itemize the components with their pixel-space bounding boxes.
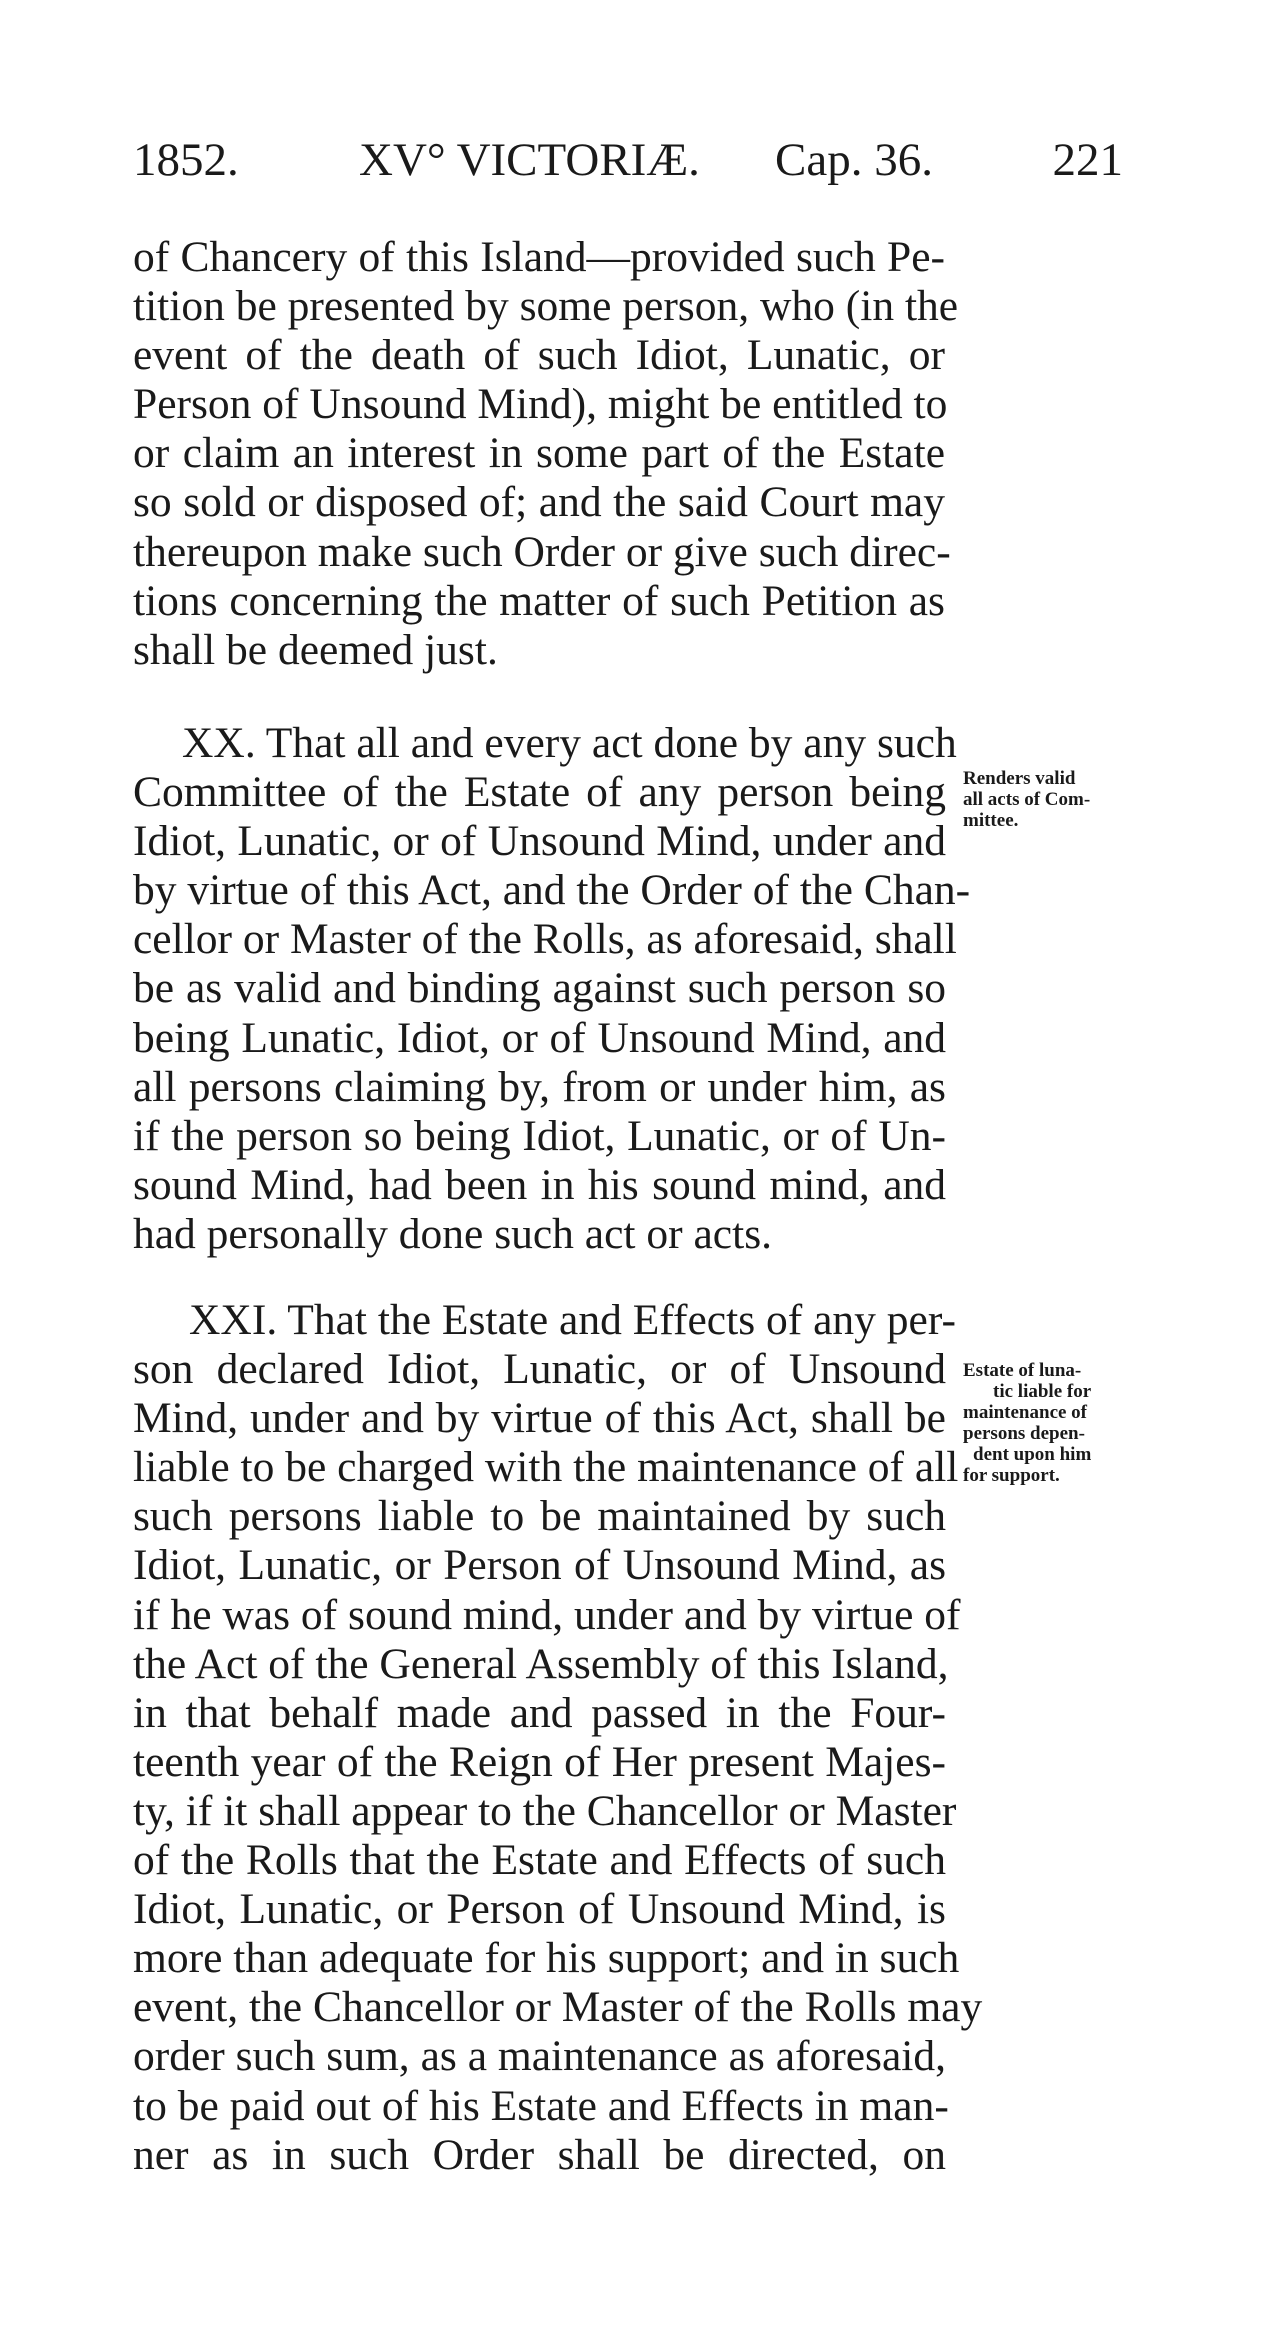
text-line: tions concerning the matter of such Petition as bbox=[133, 576, 945, 625]
text-line: had personally done such act or acts. bbox=[133, 1209, 772, 1258]
text-line: shall be deemed just. bbox=[133, 625, 498, 674]
text-line: teenth year of the Reign of Her present Majes- bbox=[133, 1737, 946, 1786]
text-line: thereupon make such Order or give such direc- bbox=[133, 527, 951, 576]
margin-note-line: all acts of Com- bbox=[963, 789, 1091, 810]
text-line: cellor or Master of the Rolls, as aforesaid, shall bbox=[133, 915, 957, 964]
text-line: XXI. That the Estate and Effects of any per- bbox=[189, 1296, 956, 1344]
margin-note-line: for support. bbox=[963, 1465, 1060, 1486]
text-line: ner as in such Order shall be directed, on bbox=[133, 2130, 946, 2179]
text-line: to be paid out of his Estate and Effects in man- bbox=[133, 2081, 949, 2130]
section-xxi bbox=[133, 1296, 983, 2180]
margin-note-line: tic liable for bbox=[993, 1381, 1092, 1402]
text-line: being Lunatic, Idiot, or of Unsound Mind, and bbox=[133, 1013, 946, 1062]
text-line: all persons claiming by, from or under him, as bbox=[133, 1062, 946, 1111]
text-line: Idiot, Lunatic, or Person of Unsound Mind, as bbox=[133, 1541, 946, 1590]
text-line: if the person so being Idiot, Lunatic, or of Un- bbox=[133, 1111, 946, 1160]
text-line: of the Rolls that the Estate and Effects of such bbox=[133, 1836, 946, 1885]
header-year: 1852. bbox=[133, 134, 239, 186]
text-line: event, the Chancellor or Master of the Rolls may bbox=[133, 1983, 983, 2032]
text-line: Idiot, Lunatic, or Person of Unsound Mind, is bbox=[133, 1885, 946, 1934]
margin-note-section-xx bbox=[963, 768, 1163, 831]
section-xx bbox=[133, 719, 971, 1259]
margin-note-line: Renders valid bbox=[963, 768, 1076, 789]
text-line: be as valid and binding against such person so bbox=[133, 964, 946, 1013]
text-line: Committee of the Estate of any person being bbox=[133, 768, 946, 817]
margin-note-line: Estate of luna- bbox=[963, 1360, 1082, 1381]
text-line: of Chancery of this Island—provided such Pe- bbox=[133, 233, 945, 281]
text-line: liable to be charged with the maintenance of all bbox=[133, 1443, 959, 1492]
margin-note-section-xxi bbox=[963, 1360, 1163, 1486]
text-line: order such sum, as a maintenance as aforesaid, bbox=[133, 2032, 946, 2081]
text-line: if he was of sound mind, under and by virtue of bbox=[133, 1590, 961, 1639]
text-line: the Act of the General Assembly of this Island, bbox=[133, 1639, 949, 1688]
text-line: in that behalf made and passed in the Four- bbox=[133, 1688, 946, 1737]
text-line: XX. That all and every act done by any such bbox=[182, 719, 957, 767]
margin-note-line: maintenance of bbox=[963, 1402, 1088, 1423]
header-chapter: Cap. 36. bbox=[775, 134, 933, 186]
text-line: Mind, under and by virtue of this Act, shall be bbox=[133, 1394, 946, 1443]
page-number: 221 bbox=[1052, 134, 1123, 186]
text-line: so sold or disposed of; and the said Court may bbox=[133, 478, 945, 527]
margin-note-line: mittee. bbox=[963, 810, 1019, 831]
running-header bbox=[133, 130, 1123, 190]
margin-note-line: persons depen- bbox=[963, 1423, 1085, 1444]
text-line: event of the death of such Idiot, Lunatic, or bbox=[133, 331, 945, 380]
header-reign: XV° VICTORIÆ. bbox=[359, 134, 700, 186]
text-line: such persons liable to be maintained by such bbox=[133, 1492, 946, 1541]
text-line: more than adequate for his support; and in such bbox=[133, 1934, 960, 1983]
text-line: Idiot, Lunatic, or of Unsound Mind, under and bbox=[133, 817, 946, 866]
text-line: sound Mind, had been in his sound mind, and bbox=[133, 1160, 946, 1209]
text-line: by virtue of this Act, and the Order of the Chan- bbox=[133, 866, 971, 915]
text-line: or claim an interest in some part of the Estate bbox=[133, 429, 945, 478]
text-line: son declared Idiot, Lunatic, or of Unsound bbox=[133, 1345, 946, 1394]
text-line: ty, if it shall appear to the Chancellor or Master bbox=[133, 1786, 957, 1835]
margin-note-line: dent upon him bbox=[973, 1444, 1092, 1465]
paragraph-continuation bbox=[133, 233, 959, 675]
text-line: Person of Unsound Mind), might be entitled to bbox=[133, 380, 948, 429]
text-line: tition be presented by some person, who (in the bbox=[133, 282, 959, 331]
